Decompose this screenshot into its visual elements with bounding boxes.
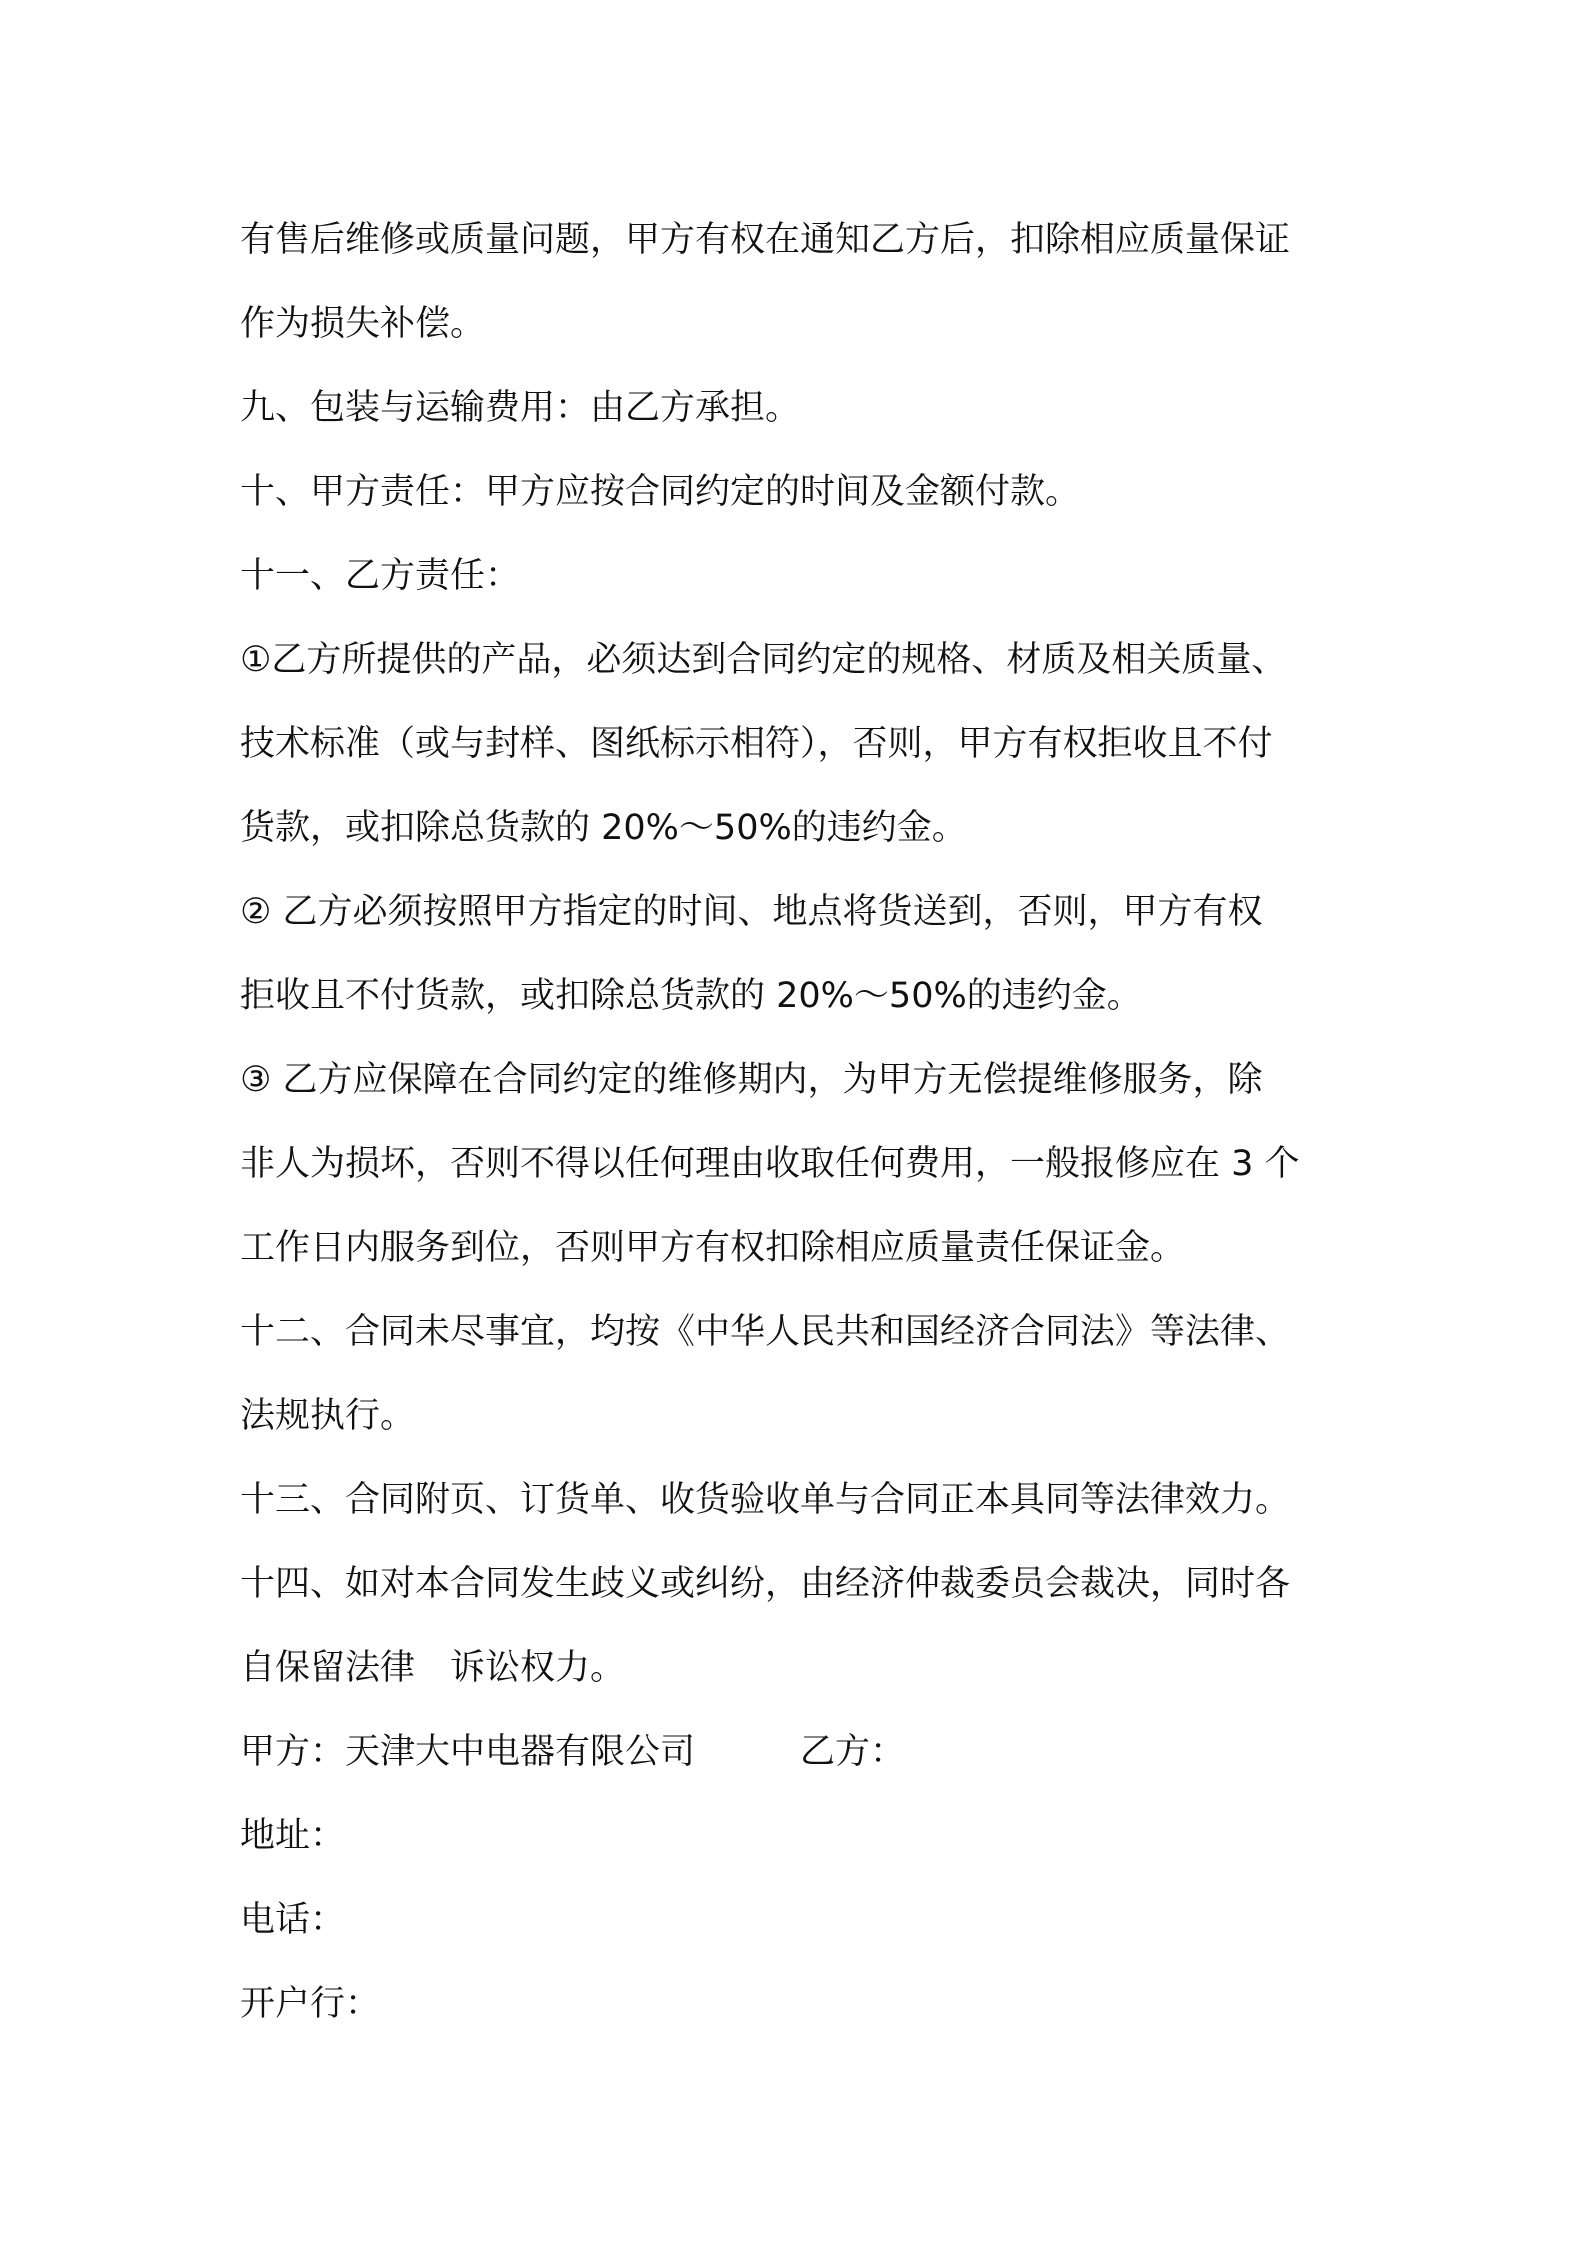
party-line bbox=[240, 1710, 1360, 1794]
text-line: 拒收且不付货款，或扣除总货款的 20%～50%的违约金。 bbox=[240, 976, 1142, 1016]
contract-body bbox=[240, 198, 1360, 2046]
party-b-label: 乙方： bbox=[800, 1732, 906, 1772]
text-line: 工作日内服务到位，否则甲方有权扣除相应质量责任保证金。 bbox=[240, 1228, 1186, 1268]
address-label: 地址： bbox=[240, 1816, 346, 1856]
text-line: 技术标准（或与封样、图纸标示相符），否则，甲方有权拒收且不付 bbox=[240, 724, 1273, 764]
text-line: 自保留法律 诉讼权力。 bbox=[240, 1648, 626, 1688]
clause-11-item-2: ② 乙方必须按照甲方指定的时间、地点将货送到，否则，甲方有权 bbox=[240, 892, 1263, 932]
text-line: 货款，或扣除总货款的 20%～50%的违约金。 bbox=[240, 808, 967, 848]
phone-label: 电话： bbox=[240, 1900, 346, 1940]
text-line: 有售后维修或质量问题，甲方有权在通知乙方后，扣除相应质量保证 bbox=[240, 220, 1291, 260]
clause-14: 十四、如对本合同发生歧义或纠纷，由经济仲裁委员会裁决，同时各 bbox=[240, 1564, 1291, 1604]
clause-11-heading: 十一、乙方责任： bbox=[240, 556, 521, 596]
clause-10: 十、甲方责任：甲方应按合同约定的时间及金额付款。 bbox=[240, 472, 1081, 512]
clause-11-item-1: ①乙方所提供的产品，必须达到合同约定的规格、材质及相关质量、 bbox=[240, 640, 1287, 680]
clause-11-item-3: ③ 乙方应保障在合同约定的维修期内，为甲方无偿提维修服务，除 bbox=[240, 1060, 1263, 1100]
text-line: 非人为损坏，否则不得以任何理由收取任何费用，一般报修应在 3 个 bbox=[240, 1144, 1300, 1184]
text-line: 作为损失补偿。 bbox=[240, 304, 486, 344]
clause-13: 十三、合同附页、订货单、收货验收单与合同正本具同等法律效力。 bbox=[240, 1480, 1291, 1520]
bank-label: 开户行： bbox=[240, 1984, 381, 2024]
clause-12: 十二、合同未尽事宜，均按《中华人民共和国经济合同法》等法律、 bbox=[240, 1312, 1291, 1352]
text-line: 法规执行。 bbox=[240, 1396, 416, 1436]
party-a-label: 甲方：天津大中电器有限公司 bbox=[240, 1732, 696, 1772]
clause-9: 九、包装与运输费用：由乙方承担。 bbox=[240, 388, 801, 428]
